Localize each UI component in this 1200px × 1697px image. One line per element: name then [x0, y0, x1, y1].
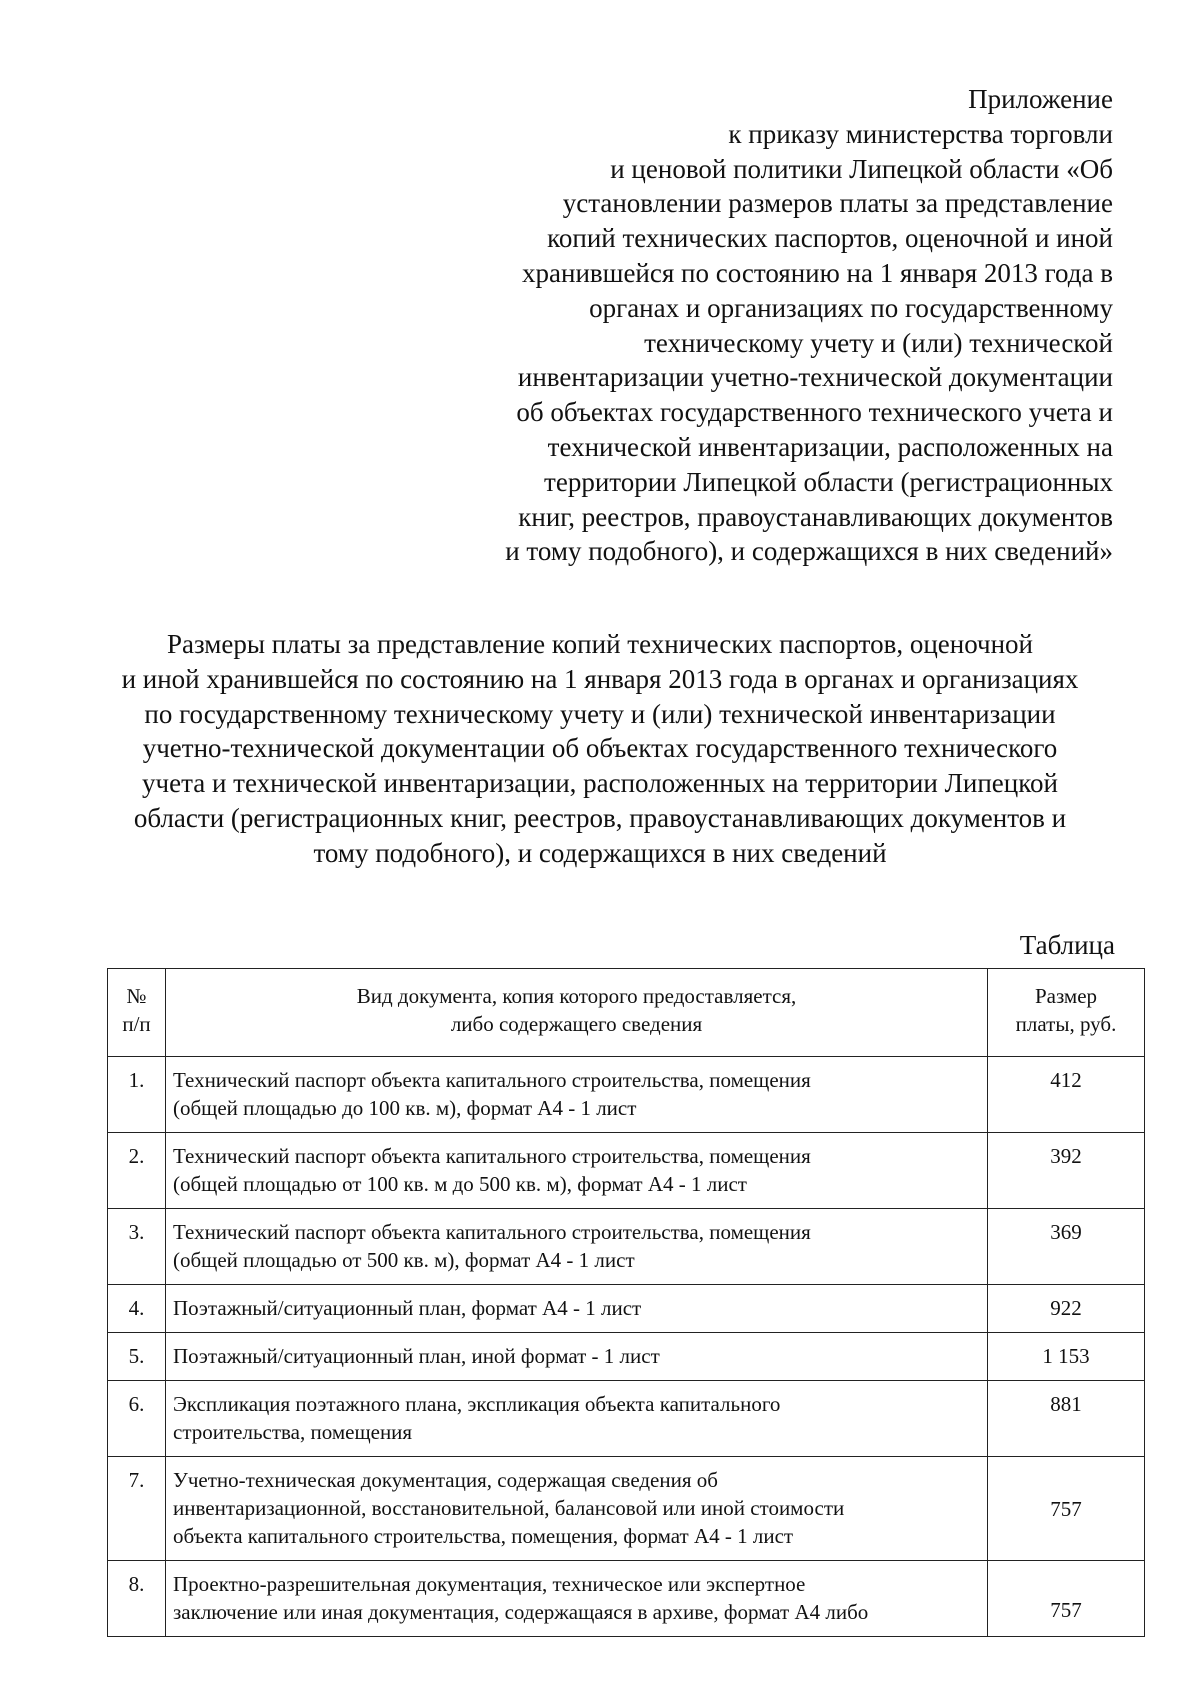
- title-line: по государственному техническому учету и (или) технической инвентаризации: [144, 698, 1056, 729]
- appendix-line: Приложение: [968, 84, 1113, 114]
- table-row: [108, 1285, 1145, 1333]
- row-document: Технический паспорт объекта капитального строительства, помещения (общей площадью от 100 кв. м до 500 кв. м), формат А4 - 1 лист: [166, 1133, 988, 1209]
- row-number: 1.: [108, 1057, 166, 1133]
- row-price: 369: [988, 1209, 1145, 1285]
- appendix-line: техническому учету и (или) технической: [644, 327, 1113, 358]
- table-row: [108, 1057, 1145, 1133]
- title-line: Размеры платы за представление копий технических паспортов, оценочной: [166, 629, 1033, 659]
- table-row: [108, 1381, 1145, 1457]
- table-header-row: [108, 969, 1145, 1057]
- row-number: 7.: [108, 1457, 166, 1561]
- row-price: 1 153: [988, 1333, 1145, 1381]
- row-number: 2.: [108, 1133, 166, 1209]
- row-number: 4.: [108, 1285, 166, 1333]
- appendix-line: органах и организациях по государственному: [589, 292, 1113, 323]
- appendix-line: установлении размеров платы за представление: [562, 188, 1113, 219]
- appendix-header: [413, 82, 1113, 569]
- row-number: 6.: [108, 1381, 166, 1457]
- row-price: 392: [988, 1133, 1145, 1209]
- row-number: 5.: [108, 1333, 166, 1381]
- title-line: учетно-технической документации об объектах государственного технического: [142, 733, 1058, 764]
- row-number: 8.: [108, 1561, 166, 1637]
- row-document: Учетно-техническая документация, содержащая сведения об инвентаризационной, восстановительной, балансовой или иной стоимости объекта капитального строительства, помещения, формат А4 - 1 лист: [166, 1457, 988, 1561]
- row-document: Технический паспорт объекта капитального строительства, помещения (общей площадью от 500 кв. м), формат А4 - 1 лист: [166, 1209, 988, 1285]
- appendix-line: и ценовой политики Липецкой области «Об: [610, 153, 1113, 184]
- table-row: [108, 1133, 1145, 1209]
- header-number: № п/п: [108, 969, 166, 1057]
- appendix-line: книг, реестров, правоустанавливающих документов: [518, 501, 1113, 532]
- title-line: тому подобного), и содержащихся в них сведений: [313, 837, 887, 868]
- row-document: Проектно-разрешительная документация, техническое или экспертное заключение или иная документация, содержащаяся в архиве, формат А4 либо: [166, 1561, 988, 1637]
- table-row: [108, 1457, 1145, 1561]
- table-caption: Таблица: [1019, 930, 1115, 960]
- row-price: 757: [988, 1457, 1145, 1561]
- row-price: 881: [988, 1381, 1145, 1457]
- table-row: [108, 1333, 1145, 1381]
- appendix-line: технической инвентаризации, расположенных на: [547, 431, 1113, 462]
- table-row: [108, 1561, 1145, 1637]
- appendix-line: об объектах государственного технического учета и: [516, 397, 1113, 428]
- appendix-line: инвентаризации учетно-технической документации: [517, 362, 1113, 393]
- row-price: 922: [988, 1285, 1145, 1333]
- row-price: 412: [988, 1057, 1145, 1133]
- header-price: Размер платы, руб.: [988, 969, 1145, 1057]
- title-line: и иной хранившейся по состоянию на 1 января 2013 года в органах и организациях: [121, 663, 1079, 694]
- appendix-line: к приказу министерства торговли: [728, 118, 1113, 149]
- title-line: учета и технической инвентаризации, расположенных на территории Липецкой: [142, 768, 1058, 799]
- row-number: 3.: [108, 1209, 166, 1285]
- table-row: [108, 1209, 1145, 1285]
- document-title: [80, 627, 1120, 871]
- row-price: 757: [988, 1561, 1145, 1637]
- appendix-line: и тому подобного), и содержащихся в них сведений»: [505, 536, 1113, 567]
- row-document: Поэтажный/ситуационный план, формат А4 - 1 лист: [166, 1285, 988, 1333]
- row-document: Технический паспорт объекта капитального строительства, помещения (общей площадью до 100 кв. м), формат А4 - 1 лист: [166, 1057, 988, 1133]
- row-document: Экспликация поэтажного плана, экспликация объекта капитального строительства, помещения: [166, 1381, 988, 1457]
- fees-table: [107, 968, 1145, 1637]
- appendix-line: хранившейся по состоянию на 1 января 2013 года в: [522, 257, 1113, 288]
- appendix-line: территории Липецкой области (регистрационных: [544, 466, 1113, 497]
- header-document-type: Вид документа, копия которого предоставляется, либо содержащего сведения: [166, 969, 988, 1057]
- title-line: области (регистрационных книг, реестров, правоустанавливающих документов и: [133, 802, 1067, 833]
- appendix-line: копий технических паспортов, оценочной и иной: [547, 223, 1113, 254]
- row-document: Поэтажный/ситуационный план, иной формат - 1 лист: [166, 1333, 988, 1381]
